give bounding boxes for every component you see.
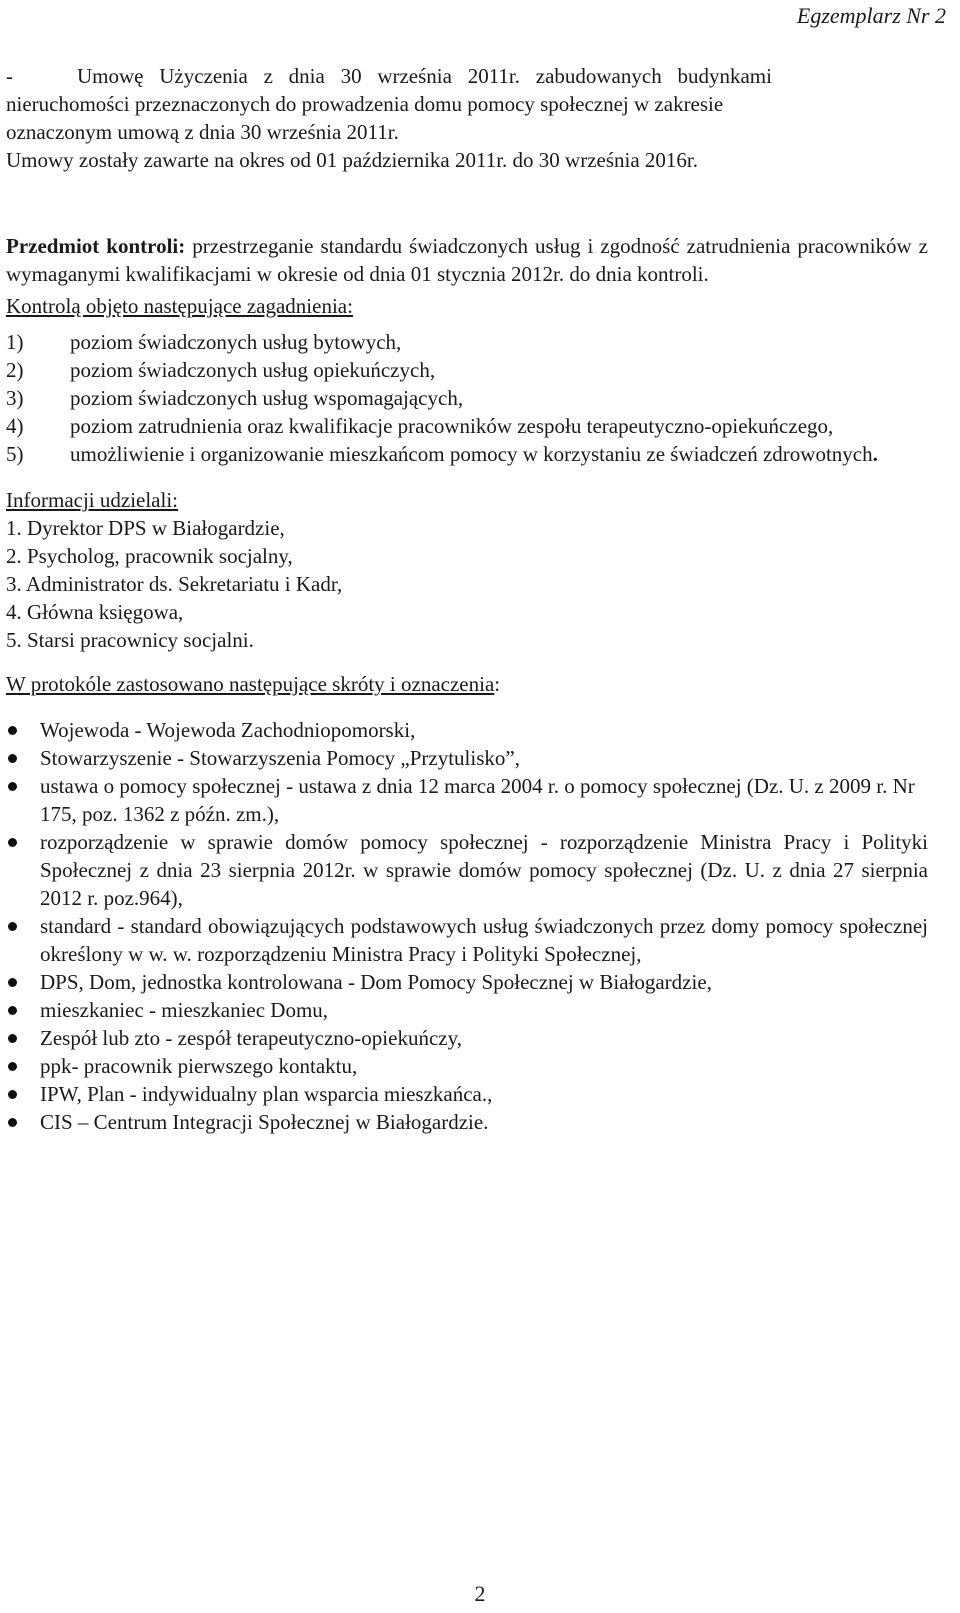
control-subject-text: przestrzeganie standardu świadczonych usług i zgodność zatrudnienia pracowników z wymaganymi kwalifikacjami w okresie od dnia 01 stycznia 2012r. do dnia kontroli.: [6, 234, 928, 286]
list-number: 5): [6, 442, 24, 466]
loan-line-1: Umowę Użyczenia z dnia 30 września 2011r. zabudowanych budynkami: [77, 64, 772, 88]
list-item: Zespół lub zto - zespół terapeutyczno-opiekuńczy,: [6, 1024, 928, 1052]
list-item: DPS, Dom, jednostka kontrolowana - Dom Pomocy Społecznej w Białogardzie,: [6, 968, 928, 996]
abbreviations-heading-line: W protokóle zastosowano następujące skróty i oznaczenia:: [6, 672, 501, 696]
loan-agreement-paragraph: [6, 62, 928, 174]
bullet-icon: [8, 782, 17, 791]
list-item: 5. Starsi pracownicy socjalni.: [6, 628, 254, 652]
list-number: 3): [6, 386, 24, 410]
abbreviations-list: [6, 716, 928, 1136]
list-item: mieszkaniec - mieszkaniec Domu,: [6, 996, 928, 1024]
list-item: rozporządzenie w sprawie domów pomocy społecznej - rozporządzenie Ministra Pracy i Polityki Społecznej z dnia 23 sierpnia 2012r. w sprawie domów pomocy społecznej (Dz. U. z dnia 27 sierpnia 2012 r. poz.964),: [6, 828, 928, 912]
list-item: IPW, Plan - indywidualny plan wsparcia mieszkańca.,: [6, 1080, 928, 1108]
list-item: ustawa o pomocy społecznej - ustawa z dnia 12 marca 2004 r. o pomocy społecznej (Dz. U. z 2009 r. Nr 175, poz. 1362 z późn. zm.),: [6, 772, 928, 828]
abbreviations-heading: W protokóle zastosowano następujące skróty i oznaczenia: [6, 672, 495, 696]
list-item: standard - standard obowiązujących podstawowych usług świadczonych przez domy pomocy społecznej określony w w. w. rozporządzeniu Ministra Pracy i Polityki Społecznej,: [6, 912, 928, 968]
list-item: Stowarzyszenie - Stowarzyszenia Pomocy „Przytulisko”,: [6, 744, 928, 772]
control-subject-paragraph: [6, 232, 928, 288]
bullet-icon: [8, 838, 17, 847]
bullet-icon: [8, 1034, 17, 1043]
page-number: 2: [474, 1581, 486, 1606]
list-item: 3. Administrator ds. Sekretariatu i Kadr,: [6, 572, 343, 596]
copy-number-tag: Egzemplarz Nr 2: [796, 3, 946, 28]
scope-list: [6, 328, 928, 468]
bullet-icon: [8, 1118, 17, 1127]
list-item: 5) umożliwienie i organizowanie mieszkańcom pomocy w korzystaniu ze świadczeń zdrowotnych.: [6, 442, 878, 466]
list-item: Wojewoda - Wojewoda Zachodniopomorski,: [6, 716, 928, 744]
agreement-term: Umowy zostały zawarte na okres od 01 października 2011r. do 30 września 2016r.: [6, 148, 699, 172]
list-item: ppk- pracownik pierwszego kontaktu,: [6, 1052, 928, 1080]
list-item: 2. Psycholog, pracownik socjalny,: [6, 544, 293, 568]
bullet-icon: [8, 978, 17, 987]
bullet-icon: [8, 922, 17, 931]
list-item: 1. Dyrektor DPS w Białogardzie,: [6, 516, 285, 540]
list-number: 4): [6, 414, 24, 438]
list-item: 4) poziom zatrudnienia oraz kwalifikacje pracowników zespołu terapeutyczno-opiekuńczego,: [6, 414, 834, 438]
list-item: 3) poziom świadczonych usług wspomagających,: [6, 386, 464, 410]
list-item: CIS – Centrum Integracji Społecznej w Białogardzie.: [6, 1108, 928, 1136]
informants-list: [6, 514, 928, 654]
dash-marker: -: [6, 64, 13, 88]
loan-line-3: oznaczonym umową z dnia 30 września 2011r.: [6, 120, 399, 144]
list-item: 2) poziom świadczonych usług opiekuńczych,: [6, 358, 436, 382]
loan-line-2: nieruchomości przeznaczonych do prowadzenia domu pomocy społecznej w zakresie: [6, 92, 724, 116]
bullet-icon: [8, 726, 17, 735]
bullet-icon: [8, 1090, 17, 1099]
list-item: 1) poziom świadczonych usług bytowych,: [6, 330, 402, 354]
bullet-icon: [8, 1006, 17, 1015]
bullet-icon: [8, 1062, 17, 1071]
list-item: 4. Główna księgowa,: [6, 600, 184, 624]
scope-heading: Kontrolą objęto następujące zagadnienia:: [6, 294, 353, 318]
control-subject-label: Przedmiot kontroli:: [6, 234, 186, 258]
list-number: 1): [6, 330, 24, 354]
bullet-icon: [8, 754, 17, 763]
list-number: 2): [6, 358, 24, 382]
informants-heading: Informacji udzielali:: [6, 488, 179, 512]
document-body: [6, 62, 928, 1136]
